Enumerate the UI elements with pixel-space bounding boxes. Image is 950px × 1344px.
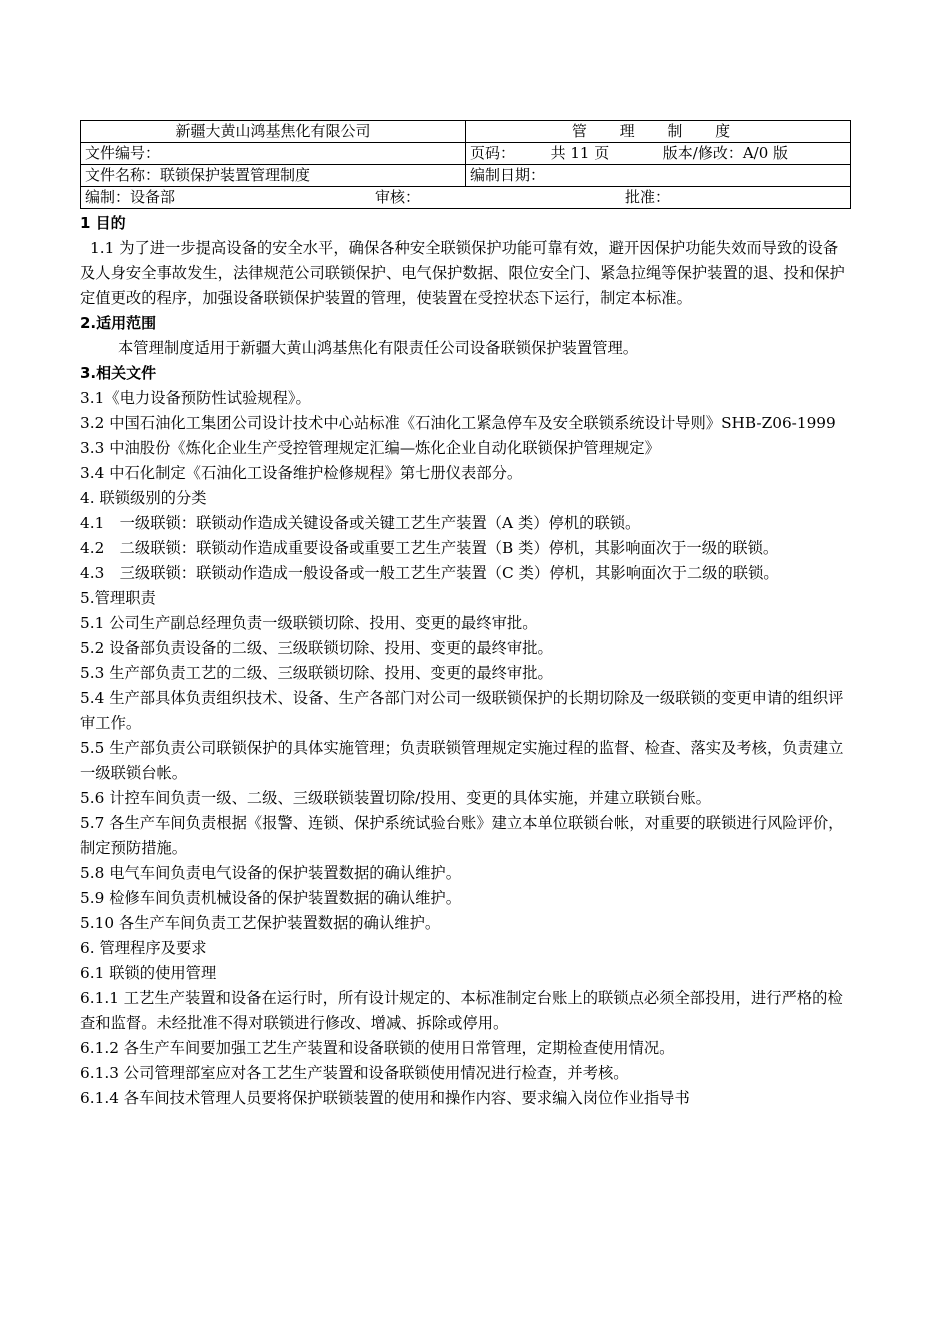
compiled-by: 编制：设备部 xyxy=(85,188,176,206)
paragraph: 6.1.1 工艺生产装置和设备在运行时，所有设计规定的、本标准制定台账上的联锁点必须全部投用，进行严格的检查和监督。未经批准不得对联锁进行修改、增减、拆除或停用。 xyxy=(80,989,843,1032)
paragraph: 5.9 检修车间负责机械设备的保护装置数据的确认维护。 xyxy=(80,889,462,907)
paragraph: 1.1 为了进一步提高设备的安全水平，确保各种安全联锁保护功能可靠有效，避开因保护功能失效而导致的设备及人身安全事故发生，法律规范公司联锁保护、电气保护数据、限位安全门、紧急拉绳等保护装置的退、投和保护定值更改的程序，加强设备联锁保护装置的管理，使装置在受控状态下运行，制定本标准。 xyxy=(80,239,845,307)
section-heading: 5.管理职责 xyxy=(80,589,156,607)
section-heading: 6. 管理程序及要求 xyxy=(80,939,207,957)
paragraph: 5.7 各生产车间负责根据《报警、连锁、保护系统试验台账》建立本单位联锁台帐，对重要的联锁进行风险评价，制定预防措施。 xyxy=(80,814,844,857)
paragraph: 5.8 电气车间负责电气设备的保护装置数据的确认维护。 xyxy=(80,864,462,882)
page-total: 共 11 页 xyxy=(550,144,610,162)
approved-by: 批准： xyxy=(625,188,671,206)
paragraph: 4.2 二级联锁：联锁动作造成重要设备或重要工艺生产装置（B 类）停机，其影响面次于一级的联锁。 xyxy=(80,539,779,557)
file-number-label: 文件编号： xyxy=(81,143,466,165)
paragraph: 6.1.4 各车间技术管理人员要将保护联锁装置的使用和操作内容、要求编入岗位作业指导书 xyxy=(80,1089,690,1107)
signature-row xyxy=(81,187,851,209)
document-type: 管 理 制 度 xyxy=(466,121,851,143)
section-heading: 3.相关文件 xyxy=(80,364,157,382)
paragraph: 6.1.2 各生产车间要加强工艺生产装置和设备联锁的使用日常管理，定期检查使用情况。 xyxy=(80,1039,675,1057)
paragraph: 4.1 一级联锁：联锁动作造成关键设备或关键工艺生产装置（A 类）停机的联锁。 xyxy=(80,514,641,532)
paragraph: 5.4 生产部具体负责组织技术、设备、生产各部门对公司一级联锁保护的长期切除及一级联锁的变更申请的组织评审工作。 xyxy=(80,689,844,732)
subsection-heading: 6.1 联锁的使用管理 xyxy=(80,964,217,982)
file-name-label: 文件名称：联锁保护装置管理制度 xyxy=(81,165,466,187)
paragraph: 3.4 中石化制定《石油化工设备维护检修规程》第七册仪表部分。 xyxy=(80,464,523,482)
paragraph: 本管理制度适用于新疆大黄山鸿基焦化有限责任公司设备联锁保护装置管理。 xyxy=(118,339,639,357)
paragraph: 5.6 计控车间负责一级、二级、三级联锁装置切除/投用、变更的具体实施，并建立联锁台账。 xyxy=(80,789,711,807)
paragraph: 5.10 各生产车间负责工艺保护装置数据的确认维护。 xyxy=(80,914,441,932)
section-heading: 2.适用范围 xyxy=(80,314,157,332)
page-label: 页码： xyxy=(470,144,516,162)
edit-date-label: 编制日期： xyxy=(466,165,851,187)
paragraph: 3.1《电力设备预防性试验规程》。 xyxy=(80,389,311,407)
paragraph: 4.3 三级联锁：联锁动作造成一般设备或一般工艺生产装置（C 类）停机，其影响面次于二级的联锁。 xyxy=(80,564,779,582)
document-header-table xyxy=(80,120,851,209)
section-heading: 4. 联锁级别的分类 xyxy=(80,489,207,507)
company-name: 新疆大黄山鸿基焦化有限公司 xyxy=(81,121,466,143)
document-page xyxy=(80,120,850,1111)
section-heading: 1 目的 xyxy=(80,214,126,232)
paragraph: 3.2 中国石油化工集团公司设计技术中心站标准《石油化工紧急停车及安全联锁系统设计导则》SHB-Z06-1999 xyxy=(80,414,836,432)
version-label: 版本/修改：A/0 版 xyxy=(662,144,789,162)
reviewed-by: 审核： xyxy=(375,188,421,206)
paragraph: 6.1.3 公司管理部室应对各工艺生产装置和设备联锁使用情况进行检查，并考核。 xyxy=(80,1064,629,1082)
paragraph: 3.3 中油股份《炼化企业生产受控管理规定汇编—炼化企业自动化联锁保护管理规定》 xyxy=(80,439,660,457)
paragraph: 5.5 生产部负责公司联锁保护的具体实施管理；负责联锁管理规定实施过程的监督、检查、落实及考核，负责建立一级联锁台帐。 xyxy=(80,739,844,782)
paragraph: 5.2 设备部负责设备的二级、三级联锁切除、投用、变更的最终审批。 xyxy=(80,639,553,657)
page-version-cell xyxy=(466,143,851,165)
document-body xyxy=(80,211,850,1111)
paragraph: 5.1 公司生产副总经理负责一级联锁切除、投用、变更的最终审批。 xyxy=(80,614,538,632)
paragraph: 5.3 生产部负责工艺的二级、三级联锁切除、投用、变更的最终审批。 xyxy=(80,664,553,682)
